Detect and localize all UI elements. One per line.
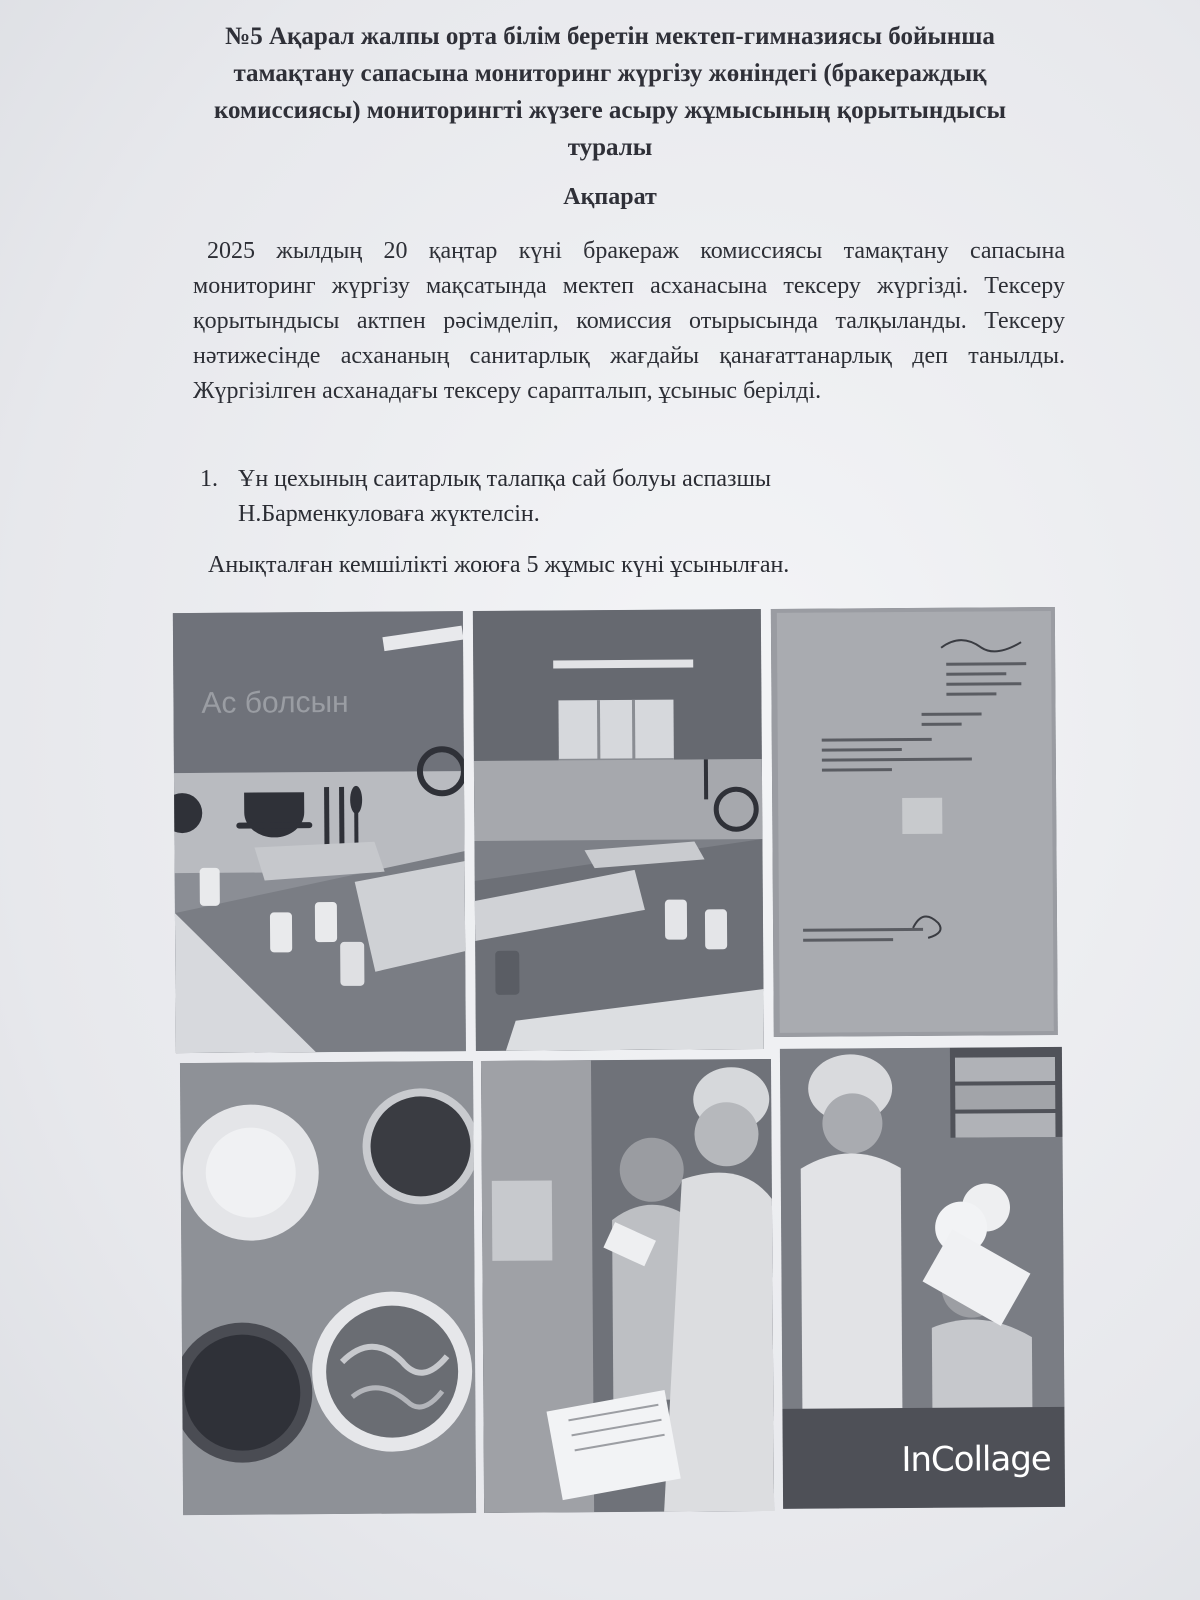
title-line-3: комиссиясы) мониторингті жүзеге асыру жұмысының қорытындысы — [213, 97, 1007, 124]
collage-watermark: InCollage — [901, 1439, 1051, 1481]
list-item-line-1: Ұн цехының саитарлық талапқа сай болуы аспазшы — [238, 466, 772, 492]
main-paragraph: 2025 жылдың 20 қаңтар күні бракераж комиссиясы тамақтану сапасына мониторинг жүргізу мақсатында мектеп асханасына тексеру жүргізді. Тексеру қорытындысы актпен рәсімделіп, комиссия отырысында талқыланды. Тексеру нәтижесінде асхананың санитарлық жағдайы қанағаттанарлық деп танылды. Жүргізілген асханадағы тексеру сарапталып, ұсыныс берілді. — [193, 238, 1065, 404]
inspection-act-image — [771, 607, 1058, 1037]
food-samples-image — [180, 1061, 476, 1515]
document-subtitle: Ақпарат — [563, 184, 657, 210]
title-line-4: туралы — [567, 134, 653, 161]
photo-inspection-act — [771, 607, 1058, 1037]
document-title — [150, 18, 1070, 166]
photo-kitchen-pots — [780, 1047, 1065, 1509]
dining-hall-window-image — [473, 609, 764, 1051]
title-line-1: №5 Ақарал жалпы орта білім беретін мектеп-гимназиясы бойынша — [225, 23, 995, 50]
photo-collage — [173, 607, 1071, 1523]
photo-dining-hall-wall — [173, 611, 466, 1053]
kitchen-staff-image — [481, 1059, 774, 1513]
list-item — [200, 462, 1060, 532]
photo-food-samples — [180, 1061, 476, 1515]
recommendation-list — [200, 462, 1060, 532]
list-item-number: 1. — [200, 466, 218, 492]
photo-dining-hall-window — [473, 609, 764, 1051]
list-item-line-2: Н.Барменкуловаға жүктелсін. — [238, 501, 540, 527]
dining-hall-wall-image — [173, 611, 466, 1053]
list-item-text — [238, 462, 1060, 532]
wall-text: Ас болсын — [201, 685, 349, 720]
title-line-2: тамақтану сапасына мониторинг жүргізу жөніндегі (бракераждық — [233, 60, 987, 87]
photo-kitchen-staff — [481, 1059, 774, 1513]
deadline-note: Анықталған кемшілікті жоюға 5 жұмыс күні ұсынылған. — [208, 552, 790, 578]
